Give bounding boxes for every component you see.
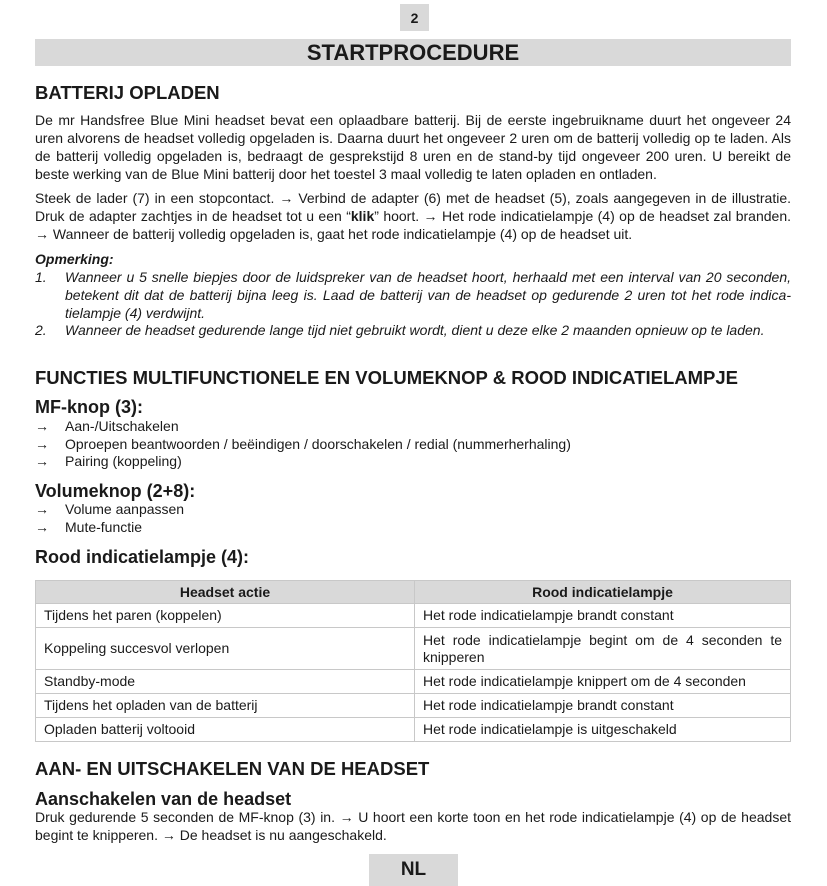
click-word: klik: [350, 208, 375, 224]
battery-paragraph-1: De mr Handsfree Blue Mini headset bevat een oplaadbare batterij. Bij de eerste ingebruikname duurt het ongeveer 24 uren alvorens de headset volledig opgeladen is. Daarna duurt het ongeveer 2 uren om de batterij volledig op te laden. Als de batterij volledig opgeladen is, bedraagt de gesprekstijd 8 uren en de stand-by tijd ongeveer 200 uren. U bereikt de beste werking van de Blue Mini batterij door het toestel 3 maal volledig te laten opladen en ontladen.: [35, 112, 791, 182]
page-title: STARTPROCEDURE: [35, 39, 791, 66]
note-number: 1.: [35, 269, 47, 285]
table-cell: Tijdens het opladen van de batterij: [36, 694, 415, 718]
power-heading: AAN- EN UITSCHAKELEN VAN DE HEADSET: [35, 758, 430, 779]
list-item: → Oproepen beantwoorden / beëindigen / doorschakelen / redial (nummerherhaling): [35, 435, 571, 452]
page-number: 2: [400, 4, 429, 31]
note-item-1: [35, 268, 791, 322]
battery-heading: BATTERIJ OPLADEN: [35, 82, 220, 103]
mf-button-heading: MF-knop (3):: [35, 397, 143, 417]
table-cell: Het rode indicatielampje begint om de 4 seconden te knipperen: [415, 628, 791, 670]
note-number: 2.: [35, 322, 47, 338]
volume-button-heading: Volumeknop (2+8):: [35, 481, 196, 501]
power-on-paragraph: Druk gedurende 5 seconden de MF-knop (3) in. → U hoort een korte toon en het rode indicatielampje (4) op de headset begint te knipperen. → De headset is nu aangeschakeld.: [35, 809, 791, 843]
column-header-action: Headset actie: [36, 581, 415, 604]
list-item: → Mute-functie: [35, 518, 143, 535]
table-cell: Het rode indicatielampje brandt constant: [415, 694, 791, 718]
battery-paragraph-2-part-a: Steek de lader (7) in een stopcontact. → Verbind de adapter (6) met de headset (5), zoals aangegeven in de illustratie. Druk de adapter zachtjes in de headset tot u een “: [35, 190, 791, 224]
note-item-2: [35, 321, 791, 339]
volume-button-list: [35, 501, 184, 536]
mf-button-list: [35, 418, 571, 471]
table-cell: Standby-mode: [36, 670, 415, 694]
table-header-row: [36, 581, 791, 604]
list-item: → Volume aanpassen: [35, 501, 185, 517]
battery-paragraph-2-part-b: ” hoort. → Het rode indicatielampje (4) op de headset zal branden. → Wanneer de batterij volledig opgeladen is, gaat het rode indicatielampje (4) op de headset uit.: [35, 208, 792, 242]
arrow-right-icon: →: [35, 418, 49, 434]
table-row: [36, 670, 791, 694]
power-on-heading: Aanschakelen van de headset: [35, 789, 292, 809]
list-item: → Pairing (koppeling): [35, 453, 182, 469]
table-cell: Het rode indicatielampje brandt constant: [415, 604, 791, 628]
table-cell: Tijdens het paren (koppelen): [36, 604, 415, 628]
table-cell: Koppeling succesvol verlopen: [36, 628, 415, 670]
note-text: Wanneer de headset gedurende lange tijd niet gebruikt wordt, dient u deze elke 2 maanden opnieuw op te laden.: [65, 322, 765, 338]
table-row: [36, 604, 791, 628]
table-row: [36, 718, 791, 742]
note-text: Wanneer u 5 snelle biepjes door de luidspreker van de headset hoort, herhaald met een interval van 20 seconden, betekent dit dat de batterij bijna leeg is. Laad de batterij van de headset op gedurende 2 uren tot het rode indicatielampje (4) verdwijnt.: [65, 269, 791, 321]
led-heading: Rood indicatielampje (4):: [35, 547, 250, 567]
note-title: Opmerking:: [35, 251, 114, 267]
list-item: → Aan-/Uitschakelen: [35, 418, 179, 434]
language-tab: NL: [369, 854, 458, 886]
table-cell: Het rode indicatielampje knippert om de 4 seconden: [415, 670, 791, 694]
arrow-right-icon: →: [35, 453, 49, 469]
table-cell: Opladen batterij voltooid: [36, 718, 415, 742]
arrow-right-icon: →: [35, 501, 49, 517]
led-status-table: [35, 580, 791, 742]
arrow-right-icon: →: [35, 518, 49, 535]
functions-heading: FUNCTIES MULTIFUNCTIONELE EN VOLUMEKNOP & ROOD INDICATIELAMPJE: [35, 367, 739, 388]
battery-paragraph-2: [35, 189, 791, 243]
arrow-right-icon: →: [35, 435, 49, 452]
table-row: [36, 628, 791, 670]
table-cell: Het rode indicatielampje is uitgeschakeld: [415, 718, 791, 742]
table-row: [36, 694, 791, 718]
column-header-led: Rood indicatielampje: [415, 581, 791, 604]
